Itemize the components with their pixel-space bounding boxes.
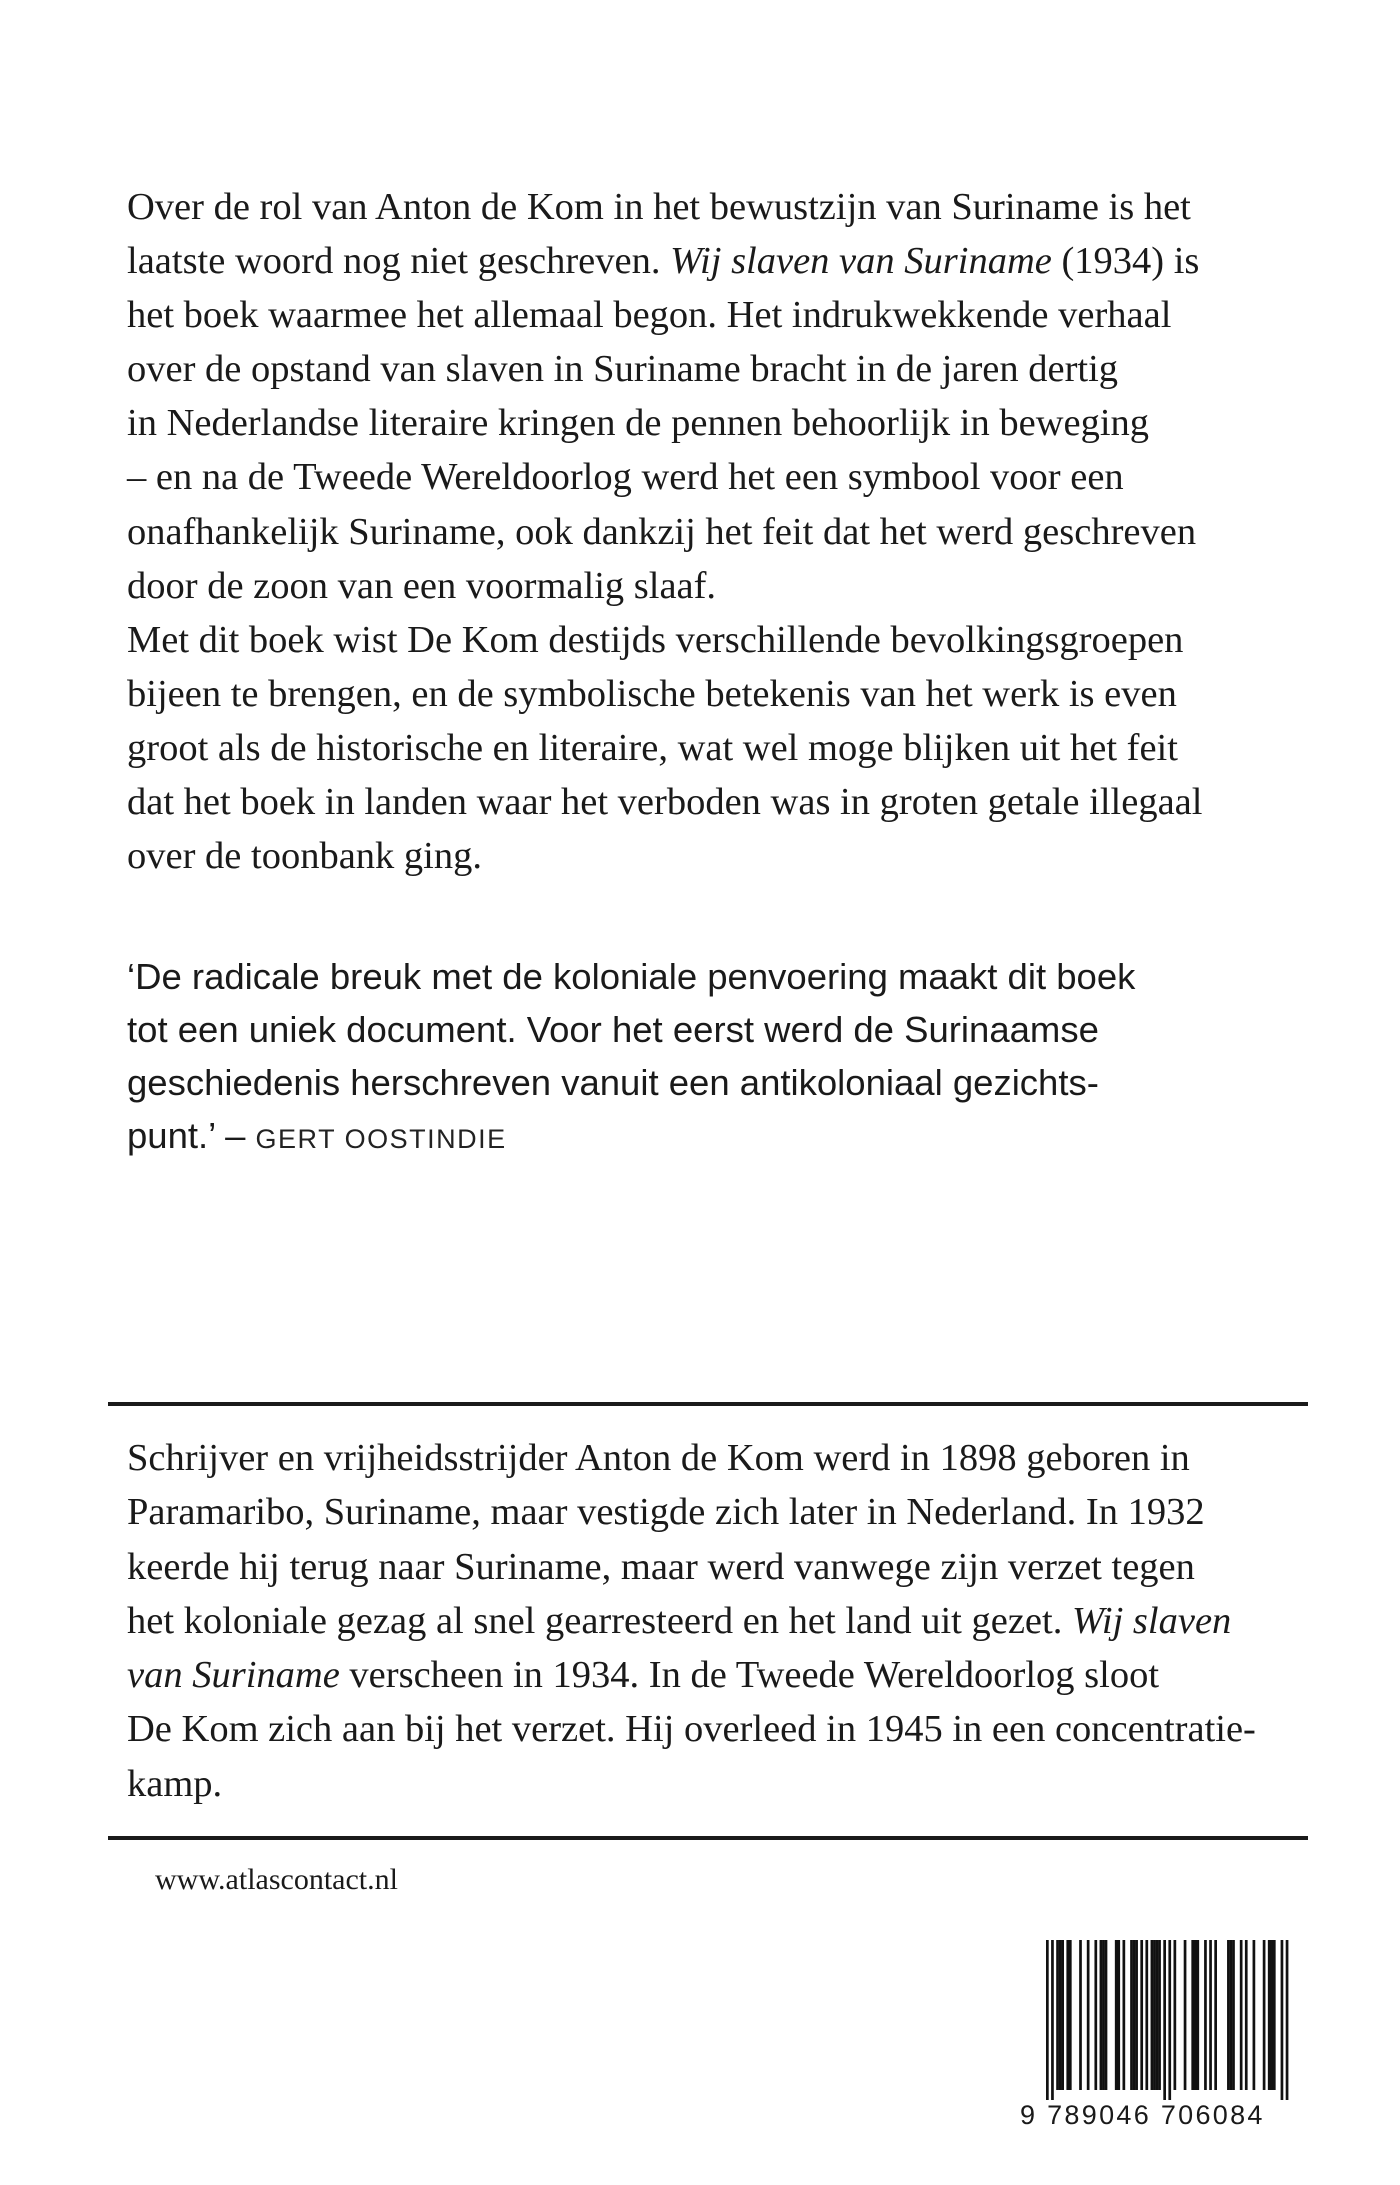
barcode-bar xyxy=(1117,1940,1120,2090)
barcode-bar xyxy=(1214,1940,1217,2090)
barcode-bar xyxy=(1240,1940,1243,2090)
book-title: Wij slaven xyxy=(1071,1599,1232,1642)
barcode-bar xyxy=(1102,1940,1105,2090)
barcode-bar xyxy=(1094,1940,1097,2090)
barcode-bar xyxy=(1115,1940,1118,2090)
barcode-bar xyxy=(1194,1940,1197,2090)
barcode-bar xyxy=(1145,1940,1148,2090)
barcode-bar xyxy=(1191,1940,1194,2090)
book-title: Wij slaven van Suriname xyxy=(670,240,1052,283)
quote-line-text: punt.’ – xyxy=(127,1115,246,1156)
barcode-bar xyxy=(1184,1940,1187,2090)
text-line: over de toonbank ging. xyxy=(127,835,482,878)
text-line: – en na de Tweede Wereldoorlog werd het een symbool voor een xyxy=(127,456,1124,499)
barcode-bar xyxy=(1281,1940,1284,2100)
barcode-bar xyxy=(1156,1940,1159,2090)
barcode-bar xyxy=(1105,1940,1108,2090)
quote-line-last xyxy=(127,1109,1307,1166)
isbn-barcode xyxy=(1020,1940,1290,2130)
quote-line: ‘De radicale breuk met de koloniale penvoering maakt dit boek xyxy=(127,956,1136,997)
text-line: het boek waarmee het allemaal begon. Het indrukwekkende verhaal xyxy=(127,294,1172,337)
blurb-paragraph-2 xyxy=(127,613,1307,883)
barcode-bar xyxy=(1153,1940,1156,2090)
barcode-bar xyxy=(1158,1940,1161,2090)
text-line: Over de rol van Anton de Kom in het bewustzijn van Suriname is het xyxy=(127,186,1191,228)
barcode-bar xyxy=(1168,1940,1171,2100)
barcode-bar xyxy=(1286,1940,1289,2100)
text-line: bijeen te brengen, en de symbolische betekenis van het werk is even xyxy=(127,673,1177,716)
barcode-bar xyxy=(1230,1940,1233,2090)
divider-top xyxy=(108,1402,1308,1406)
barcode-bar xyxy=(1123,1940,1126,2090)
barcode-bar xyxy=(1056,1940,1059,2090)
barcode-bar xyxy=(1087,1940,1090,2090)
barcode-bar xyxy=(1151,1940,1154,2090)
quote-author: GERT OOSTINDIE xyxy=(255,1124,507,1154)
barcode-bar xyxy=(1196,1940,1199,2090)
text-line: over de opstand van slaven in Suriname bracht in de jaren dertig xyxy=(127,348,1119,391)
barcode-bar xyxy=(1232,1940,1235,2090)
text-line: Met dit boek wist De Kom destijds verschillende bevolkingsgroepen xyxy=(127,619,1184,661)
text-line: De Kom zich aan bij het verzet. Hij overleed in 1945 in een concentratie- xyxy=(127,1708,1256,1751)
barcode-bar xyxy=(1174,1940,1177,2090)
barcode-bar xyxy=(1163,1940,1166,2100)
barcode-bar xyxy=(1061,1940,1064,2090)
barcode-bars xyxy=(1020,1940,1290,2100)
barcode-bar xyxy=(1133,1940,1136,2090)
barcode-bar xyxy=(1270,1940,1273,2090)
isbn-number: 9 789046 706084 xyxy=(1020,2100,1265,2130)
divider-bottom xyxy=(108,1836,1308,1840)
barcode-bar xyxy=(1204,1940,1207,2090)
barcode-bar xyxy=(1268,1940,1271,2090)
quote-line: tot een uniek document. Voor het eerst werd de Surinaamse xyxy=(127,1009,1099,1050)
text-line: van Suriname verscheen in 1934. In de Tweede Wereldoorlog sloot xyxy=(127,1654,1160,1697)
author-bio xyxy=(127,1431,1307,1811)
barcode-bar xyxy=(1046,1940,1049,2100)
text-line: door de zoon van een voormalig slaaf. xyxy=(127,564,717,607)
text-line: onafhankelijk Suriname, ook dankzij het feit dat het werd geschreven xyxy=(127,510,1197,553)
text-line: het koloniale gezag al snel gearresteerd en het land uit gezet. Wij slaven xyxy=(127,1599,1232,1642)
text-line: Paramaribo, Suriname, maar vestigde zich later in Nederland. In 1932 xyxy=(127,1491,1205,1534)
text-line: Schrijver en vrijheidsstrijder Anton de Kom werd in 1898 geboren in xyxy=(127,1437,1190,1479)
barcode-bar xyxy=(1051,1940,1054,2100)
barcode-bar xyxy=(1209,1940,1212,2090)
barcode-bar xyxy=(1100,1940,1103,2090)
text-line: kamp. xyxy=(127,1762,223,1805)
review-quote xyxy=(127,950,1307,1166)
text-line: in Nederlandse literaire kringen de pennen behoorlijk in beweging xyxy=(127,402,1150,445)
publisher-website: www.atlascontact.nl xyxy=(155,1863,398,1896)
barcode-bar xyxy=(1079,1940,1082,2090)
blurb-paragraph-1 xyxy=(127,180,1307,613)
barcode-bar xyxy=(1069,1940,1072,2090)
quote-line: geschiedenis herschreven vanuit een antikoloniaal gezichts- xyxy=(127,1062,1099,1103)
text-line: dat het boek in landen waar het verboden was in groten getale illegaal xyxy=(127,781,1203,824)
barcode-bar xyxy=(1066,1940,1069,2090)
barcode-bar xyxy=(1059,1940,1062,2090)
text-line: groot als de historische en literaire, wat wel moge blijken uit het feit xyxy=(127,727,1178,770)
barcode-bar xyxy=(1253,1940,1256,2090)
barcode-bar xyxy=(1227,1940,1230,2090)
book-title: van Suriname xyxy=(127,1654,340,1697)
barcode-bar xyxy=(1245,1940,1248,2090)
barcode-bar xyxy=(1273,1940,1276,2090)
text-line: keerde hij terug naar Suriname, maar werd vanwege zijn verzet tegen xyxy=(127,1545,1195,1588)
text-line: laatste woord nog niet geschreven. Wij slaven van Suriname (1934) is xyxy=(127,240,1200,283)
barcode-bar xyxy=(1130,1940,1133,2090)
barcode-bar xyxy=(1263,1940,1266,2090)
barcode-bar xyxy=(1135,1940,1138,2090)
barcode-bar xyxy=(1140,1940,1143,2090)
